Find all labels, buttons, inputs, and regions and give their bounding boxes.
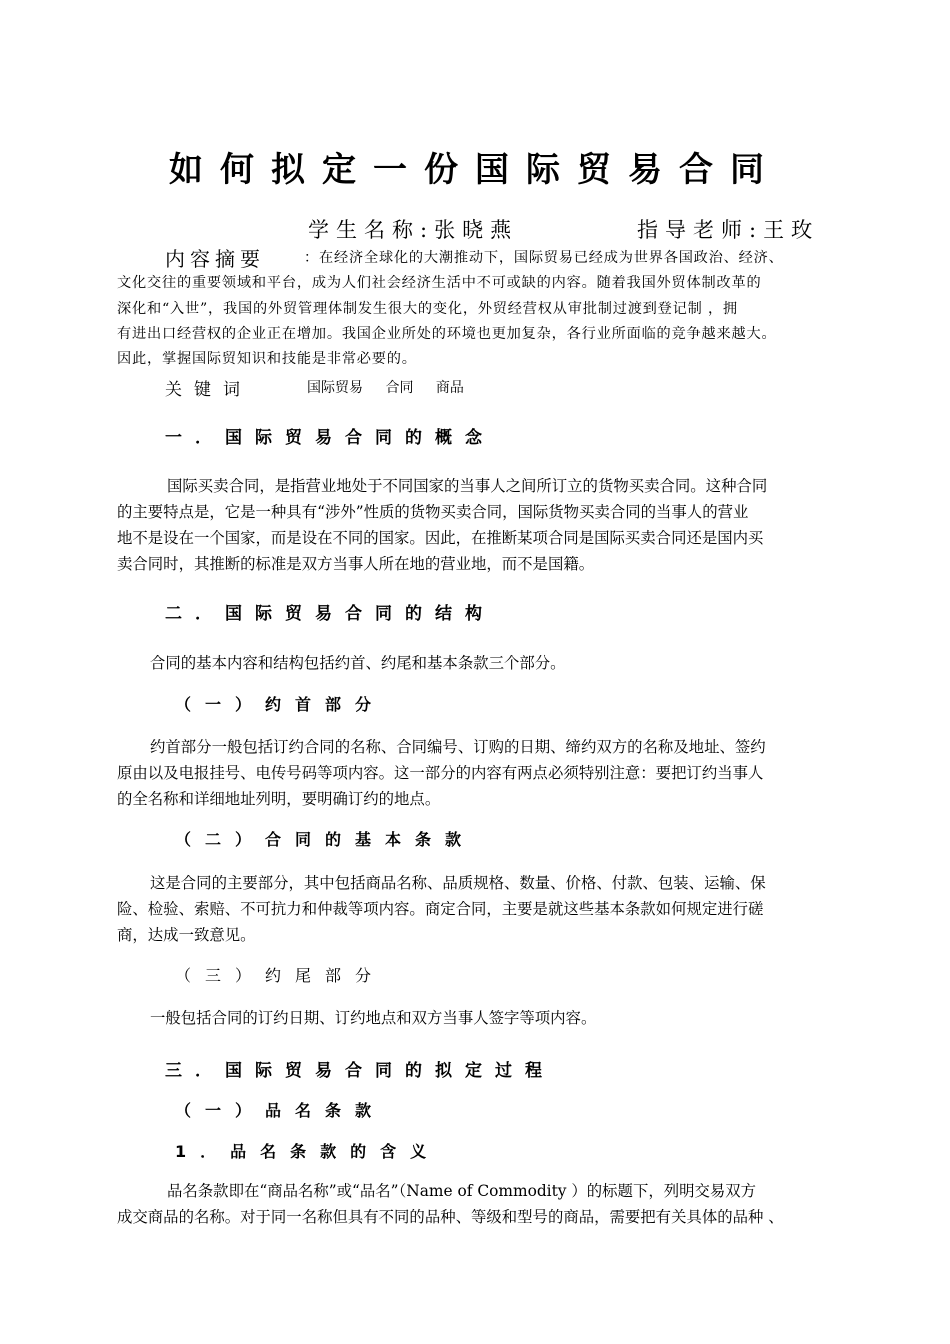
subsection-heading: （一）品名条款	[175, 1101, 386, 1120]
subsection-heading: （三）约尾部分	[175, 966, 386, 985]
abstract-line: 深化和“入世”，我国的外贸管理体制发生很大的变化，外贸经营权从审批制过渡到登记制 ，拥	[117, 301, 738, 317]
paragraph-line: 国际买卖合同，是指营业地处于不同国家的当事人之间所订立的货物买卖合同。这种合同	[167, 477, 768, 495]
abstract-line: ：在经济全球化的大潮推动下，国际贸易已经成为世界各国政治、经济、	[304, 250, 784, 266]
section-heading: 一．国际贸易合同的概念	[165, 428, 495, 448]
subsection-heading: （二）合同的基本条款	[175, 830, 476, 849]
paragraph-line: 约首部分一般包括订约合同的名称、合同编号、订购的日期、缔约双方的名称及地址、签约	[150, 738, 766, 756]
keyword-item: 合同	[385, 380, 414, 396]
paragraph-line: 成交商品的名称。对于同一名称但具有不同的品种、等级和型号的商品，需要把有关具体的品种 、	[117, 1208, 784, 1226]
keywords-label: 关键词	[165, 380, 252, 400]
section-heading: 三．国际贸易合同的拟定过程	[165, 1061, 555, 1081]
paragraph-line: 的主要特点是，它是一种具有“涉外”性质的货物买卖合同，国际货物买卖合同的当事人的营业	[117, 503, 749, 521]
paragraph-line: 险、检验、索赔、不可抗力和仲裁等项内容。商定合同，主要是就这些基本条款如何规定进行磋	[117, 900, 764, 918]
student-name: 学生名称:张晓燕	[308, 218, 519, 242]
paragraph-line: 一般包括合同的订约日期、订约地点和双方当事人签字等项内容。	[150, 1009, 597, 1027]
abstract-line: 有进出口经营权的企业正在增加。我国企业所处的环境也更加复杂，各行业所面临的竞争越来越大。	[117, 326, 777, 342]
keywords-list	[307, 377, 482, 397]
abstract-line: 文化交往的重要领域和平台，成为人们社会经济生活中不可或缺的内容。随着我国外贸体制改革的	[117, 275, 762, 291]
abstract-line: 因此，掌握国际贸知识和技能是非常必要的。	[117, 351, 417, 367]
keyword-item: 商品	[435, 380, 464, 396]
paragraph-line: 商，达成一致意见。	[117, 926, 256, 944]
document-title: 如何拟定一份国际贸易合同	[169, 150, 781, 190]
paragraph-line: 地不是设在一个国家，而是设在不同的国家。因此，在推断某项合同是国际买卖合同还是国内买	[117, 529, 764, 547]
paragraph-line: 的全名称和详细地址列明，要明确订约的地点。	[117, 790, 441, 808]
paragraph-line: 品名条款即在“商品名称”或“品名”（Name of Commodity ）的标题下，列明交易双方	[167, 1182, 757, 1200]
paragraph-line: 卖合同时，其推断的标准是双方当事人所在地的营业地，而不是国籍。	[117, 555, 595, 573]
point-heading: 1．品名条款的含义	[175, 1142, 441, 1161]
paragraph-line: 原由以及电报挂号、电传号码等项内容。这一部分的内容有两点必须特别注意：要把订约当事人	[117, 764, 764, 782]
abstract-label: 内容摘要	[165, 247, 265, 271]
paragraph-line: 这是合同的主要部分，其中包括商品名称、品质规格、数量、价格、付款、包装、运输、保	[150, 874, 766, 892]
section-heading: 二．国际贸易合同的结构	[165, 604, 495, 624]
advisor-name: 指导老师:王玫	[637, 218, 820, 242]
subsection-heading: （一）约首部分	[175, 695, 386, 714]
paragraph-line: 合同的基本内容和结构包括约首、约尾和基本条款三个部分。	[150, 654, 566, 672]
keyword-item: 国际贸易	[307, 380, 363, 396]
